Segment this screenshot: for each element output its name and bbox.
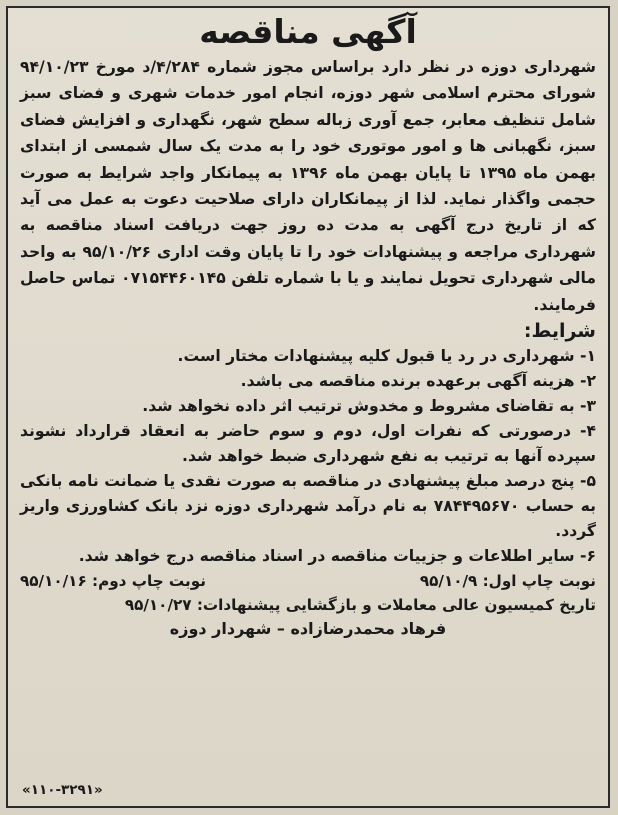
print-dates [20, 569, 596, 593]
signature: فرهاد محمدرضازاده – شهردار دوزه [169, 619, 447, 639]
commission-date: تاریخ کمیسیون عالی معاملات و بازگشایی پیشنهادات: ۹۵/۱۰/۲۷ [124, 596, 596, 615]
condition-item: ۵- پنج درصد مبلغ پیشنهادی در مناقصه به صورت نقدی یا ضمانت نامه بانکی به حساب ۷۸۴۴۹۵۶۷۰ به نام درآمد شهرداری دوزه نزد بانک کشاورزی واریز گردد. [20, 472, 596, 541]
condition-item: ۱- شهرداری در رد یا قبول کلیه پیشنهادات مختار است. [177, 347, 596, 366]
notice-title: آگهی مناقصه [199, 12, 417, 51]
notice-body: شهرداری دوزه در نظر دارد براساس مجوز شماره ۴/۲۸۴/د مورخ ۹۴/۱۰/۲۳ شورای محترم اسلامی شهر دوزه، انجام امور خدمات شهری و فضای سبز شامل تنظیف معابر، جمع آوری زباله سطح شهر، نگهداری و افزایش فضای سبز، نگهبانی ها و امور موتوری خود را به مدت یک سال شمسی از ابتدای بهمن ماه ۱۳۹۵ تا پایان بهمن ماه ۱۳۹۶ به پیمانکار واجد شرایط به صورت حجمی واگذار نماید. لذا از پیمانکاران دارای صلاحیت دعوت به عمل می آید که از تاریخ درج آگهی به مدت ده روز جهت دریافت اسناد مناقصه به شهرداری مراجعه و پیشنهادات خود را تا پایان وقت اداری ۹۵/۱۰/۲۶ به واحد مالی شهرداری تحویل نمایند و یا با شماره تلفن ۰۷۱۵۴۴۶۰۱۴۵ تماس حاصل فرمایند. [20, 58, 597, 314]
condition-item: ۳- به تقاضای مشروط و مخدوش ترتیب اثر داده نخواهد شد. [142, 397, 596, 416]
tender-notice [6, 6, 610, 808]
condition-item: ۲- هزینه آگهی برعهده برنده مناقصه می باشد. [240, 372, 596, 391]
condition-item: ۶- سایر اطلاعات و جزییات مناقصه در اسناد مناقصه درج خواهد شد. [78, 547, 596, 566]
ad-code: «۱۱۰-۳۲۹۱» [22, 782, 103, 798]
print-first: نوبت چاپ اول: ۹۵/۱۰/۹ [419, 572, 596, 591]
conditions-list [20, 344, 596, 569]
print-second: نوبت چاپ دوم: ۹۵/۱۰/۱۶ [20, 572, 206, 591]
conditions-heading: شرایط: [523, 320, 596, 343]
condition-item: ۴- درصورتی که نفرات اول، دوم و سوم حاضر به انعقاد قرارداد نشوند سپرده آنها به ترتیب به نفع شهرداری ضبط خواهد شد. [20, 422, 596, 466]
